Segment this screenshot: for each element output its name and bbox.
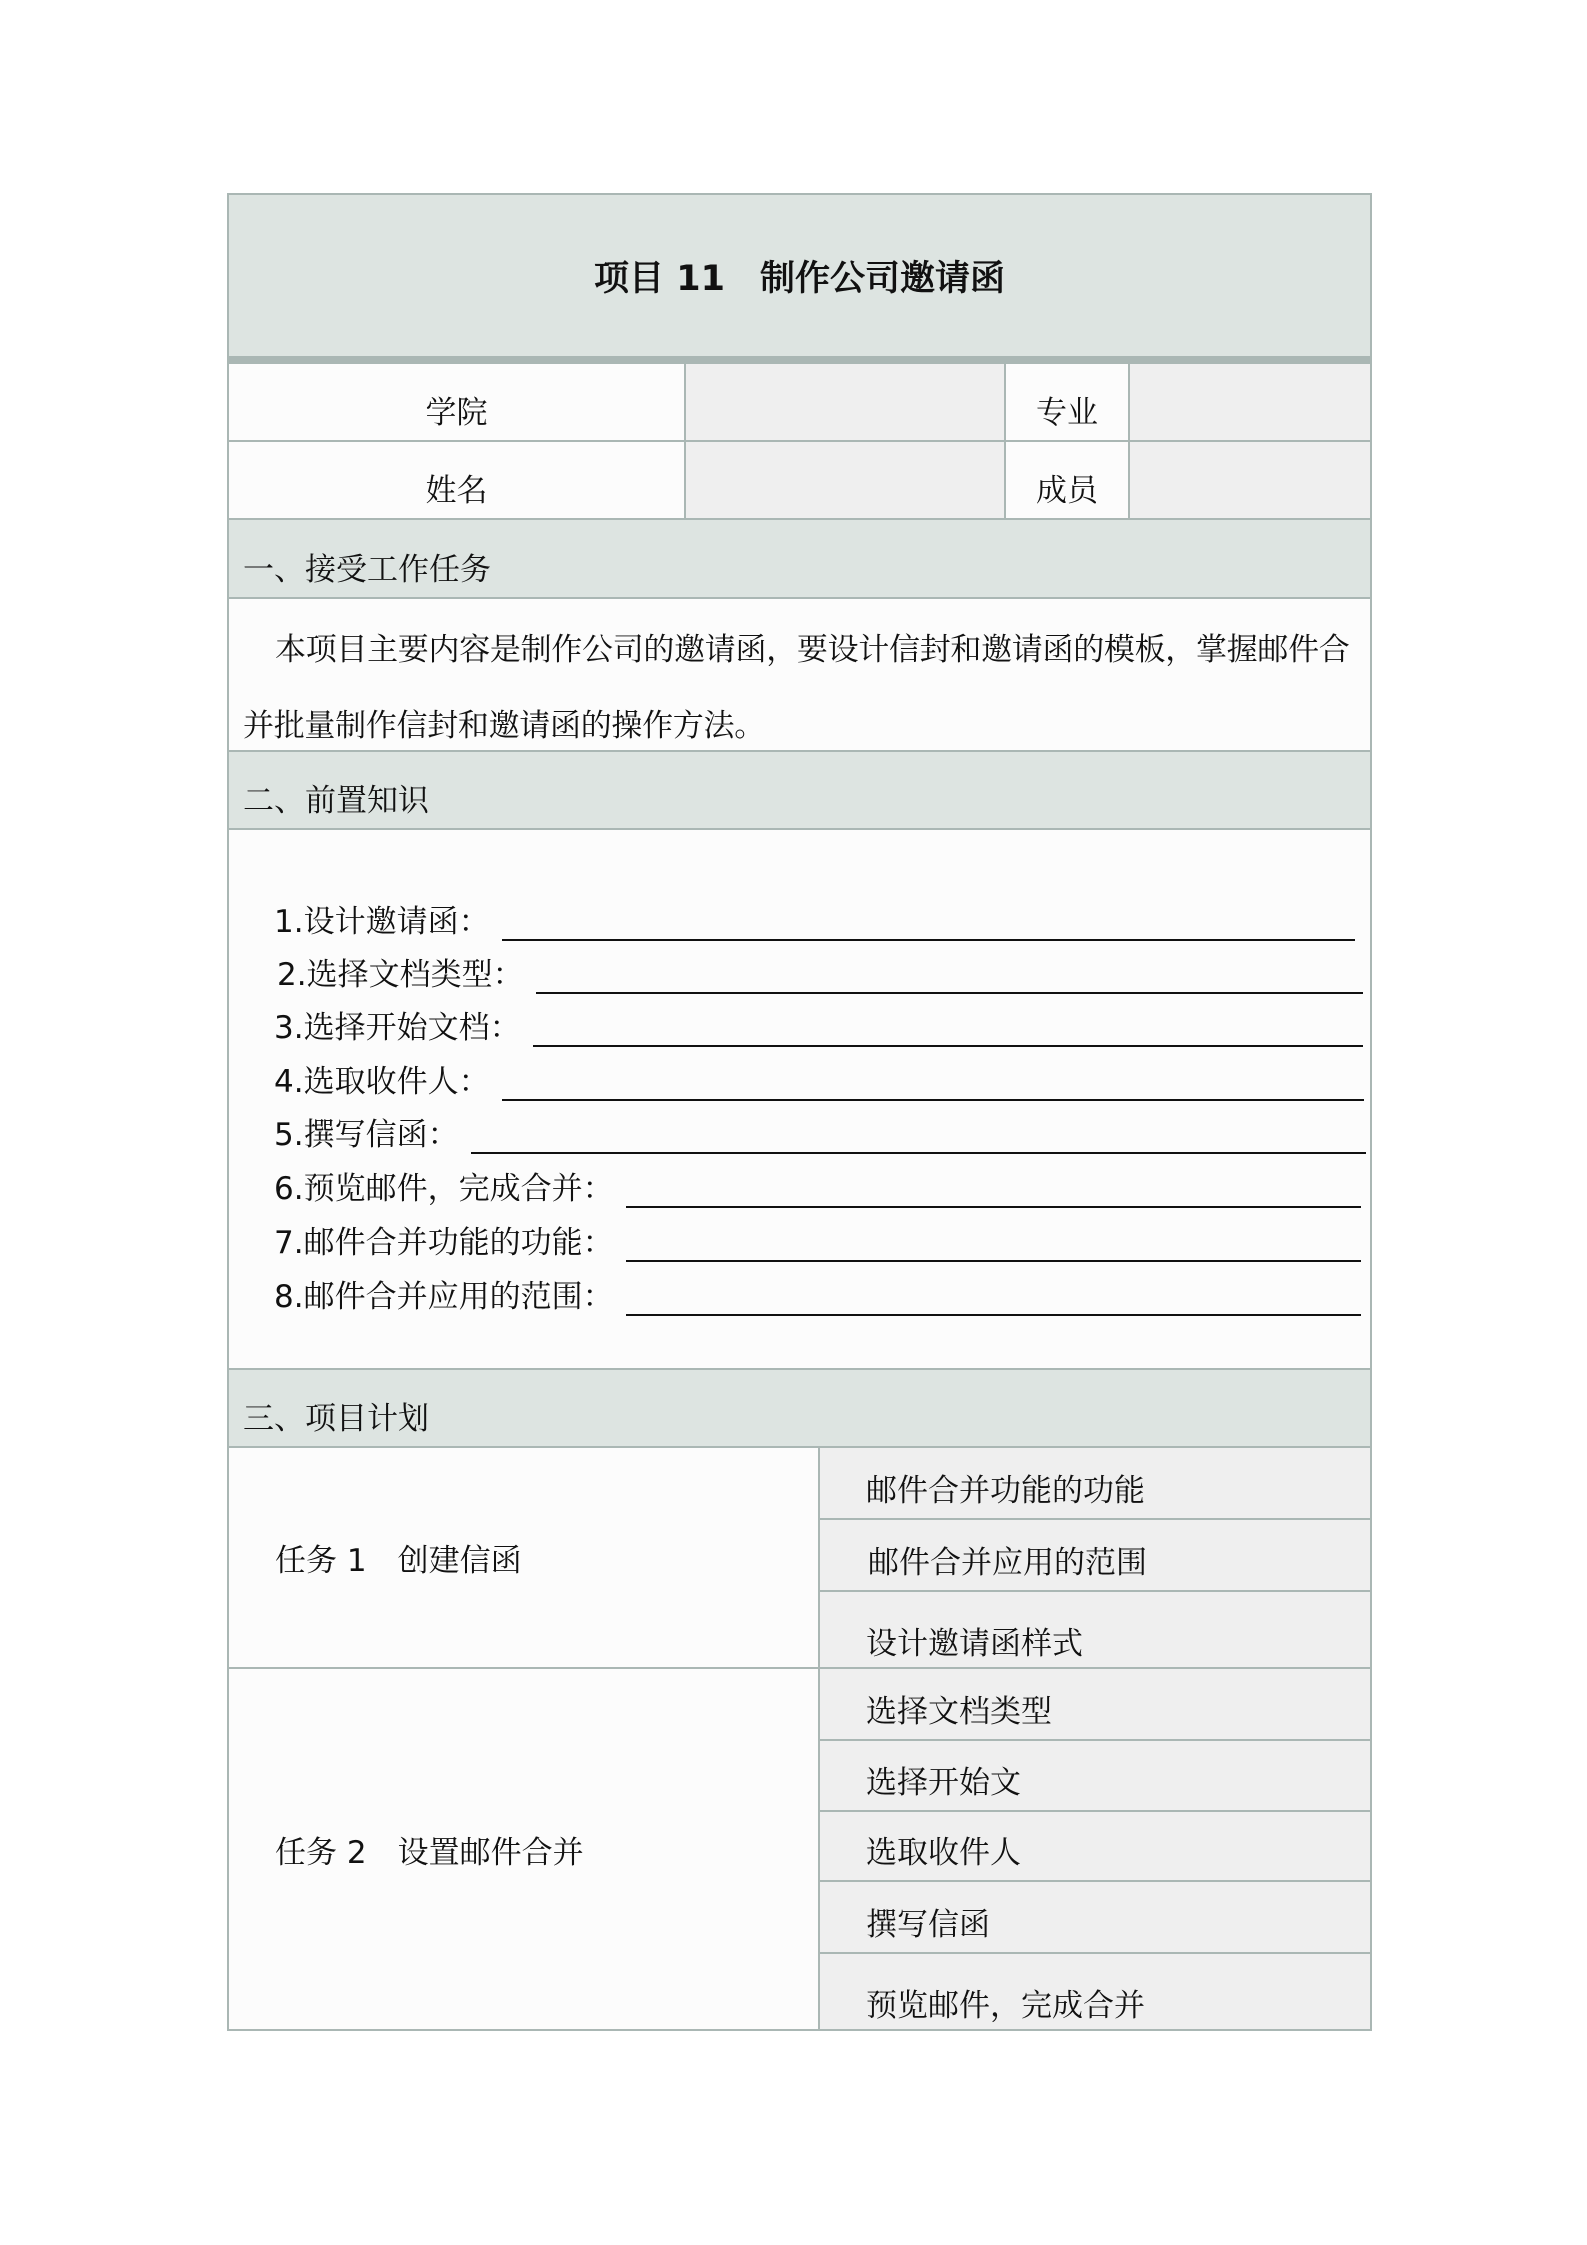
task-step-label: 预览邮件，完成合并 xyxy=(866,1988,1145,2024)
members-label-cell xyxy=(1004,440,1130,520)
name-label: 姓名 xyxy=(425,473,488,509)
fill-blank[interactable] xyxy=(626,1176,1361,1208)
fill-item xyxy=(274,1163,1361,1208)
section1-header xyxy=(227,518,1372,599)
section3-header xyxy=(227,1368,1372,1448)
fill-label: 6.预览邮件，完成合并： xyxy=(274,1171,614,1207)
task-step-label: 选取收件人 xyxy=(866,1835,1021,1871)
fill-item xyxy=(274,1271,1361,1316)
members-field[interactable] xyxy=(1128,440,1372,520)
task-step-label: 设计邀请函样式 xyxy=(866,1626,1083,1662)
fill-item xyxy=(274,1217,1361,1262)
fill-label: 5.撰写信函： xyxy=(274,1117,459,1153)
task-1-label: 任务 1 创建信函 xyxy=(275,1543,522,1579)
task-step-label: 邮件合并应用的范围 xyxy=(868,1545,1147,1581)
title-row xyxy=(227,193,1372,364)
task-step xyxy=(818,1446,1372,1520)
name-field[interactable] xyxy=(684,440,1006,520)
fill-label: 3.选择开始文档： xyxy=(274,1010,521,1046)
major-label: 专业 xyxy=(1036,395,1098,431)
task-step xyxy=(818,1590,1372,1669)
fill-blank[interactable] xyxy=(502,1069,1364,1101)
task-step xyxy=(818,1739,1372,1812)
college-label-cell xyxy=(227,362,686,442)
college-field[interactable] xyxy=(684,362,1006,442)
fill-label: 1.设计邀请函： xyxy=(274,904,490,940)
page-title: 项目 11 制作公司邀请函 xyxy=(594,258,1005,299)
fill-label: 2.选择文档类型： xyxy=(277,957,524,993)
section2-heading: 二、前置知识 xyxy=(243,783,429,819)
section1-heading: 一、接受工作任务 xyxy=(243,552,491,588)
fill-item xyxy=(274,1002,1363,1047)
members-label: 成员 xyxy=(1036,473,1098,509)
task-step-label: 选择文档类型 xyxy=(866,1694,1052,1730)
fill-label: 7.邮件合并功能的功能： xyxy=(274,1225,614,1261)
task-step-label: 撰写信函 xyxy=(866,1907,990,1943)
fill-item xyxy=(277,949,1363,994)
fill-item xyxy=(274,1056,1364,1101)
major-field[interactable] xyxy=(1128,362,1372,442)
name-label-cell xyxy=(227,440,686,520)
task-step xyxy=(818,1667,1372,1741)
fill-blank[interactable] xyxy=(536,962,1363,994)
fill-blank[interactable] xyxy=(502,909,1355,941)
fill-item xyxy=(274,896,1355,941)
fill-blank[interactable] xyxy=(533,1015,1363,1047)
task-step xyxy=(818,1518,1372,1592)
task-step xyxy=(818,1880,1372,1954)
fill-blank[interactable] xyxy=(626,1230,1361,1262)
fill-blank[interactable] xyxy=(626,1284,1361,1316)
section3-heading: 三、项目计划 xyxy=(243,1401,429,1437)
task-step-label: 邮件合并功能的功能 xyxy=(866,1473,1145,1509)
task-2-label: 任务 2 设置邮件合并 xyxy=(275,1834,584,1871)
task-2-cell xyxy=(227,1667,820,2031)
major-label-cell xyxy=(1004,362,1130,442)
task-step xyxy=(818,1952,1372,2031)
task-step-label: 选择开始文 xyxy=(866,1765,1021,1801)
section2-header xyxy=(227,750,1372,830)
college-label: 学院 xyxy=(425,395,488,431)
fill-label: 4.选取收件人： xyxy=(274,1064,490,1100)
section1-body: 本项目主要内容是制作公司的邀请函，要设计信封和邀请函的模板，掌握邮件合并批量制作信封和邀请函的操作方法。 xyxy=(243,632,1350,744)
fill-label: 8.邮件合并应用的范围： xyxy=(274,1279,614,1315)
fill-blank[interactable] xyxy=(471,1122,1366,1154)
fill-item xyxy=(274,1109,1366,1154)
task-step xyxy=(818,1810,1372,1882)
section1-body-cell xyxy=(227,597,1372,752)
task-1-cell xyxy=(227,1446,820,1669)
